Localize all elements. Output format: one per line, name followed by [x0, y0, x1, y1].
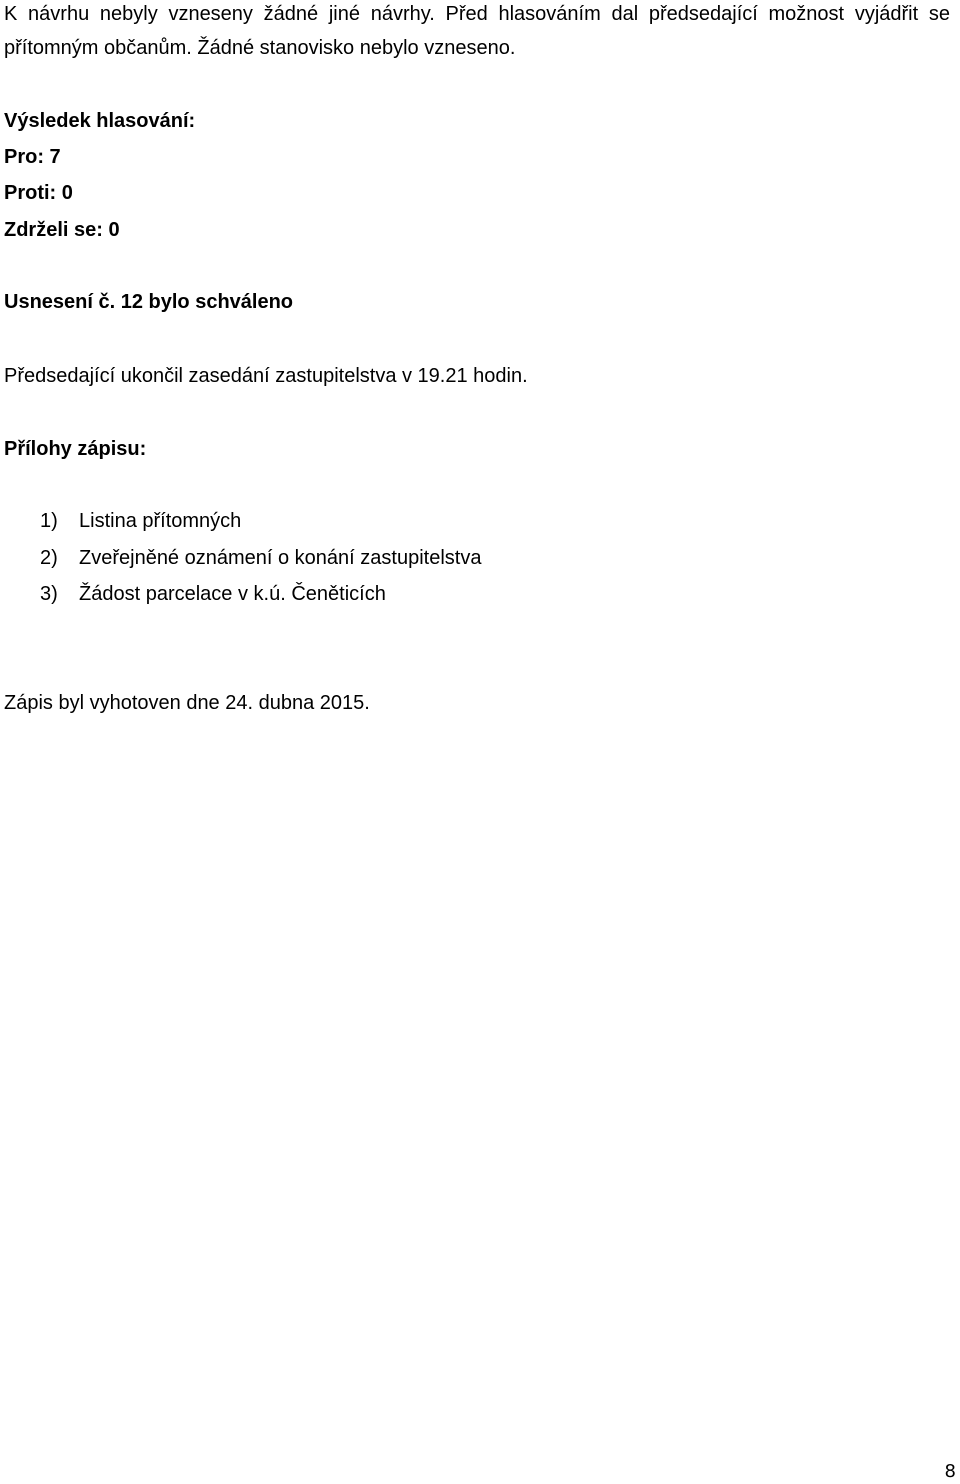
attachment-item [40, 546, 481, 570]
closing-statement: Předsedající ukončil zasedání zastupitelstva v 19.21 hodin. [4, 365, 528, 387]
attachment-item [40, 509, 241, 533]
attachments-heading: Přílohy zápisu: [4, 438, 147, 460]
attachment-item [40, 582, 386, 606]
intro-line-1: K návrhu nebyly vzneseny žádné jiné návrhy. Před hlasováním dal předsedající možnost vyjádřit se [4, 3, 950, 25]
vote-proti: Proti: 0 [4, 182, 73, 204]
attachment-text: Listina přítomných [79, 510, 242, 532]
intro-line-2: přítomným občanům. Žádné stanovisko nebylo vzneseno. [4, 37, 516, 59]
page-number: 8 [944, 1461, 956, 1482]
attachment-number: 1) [40, 510, 58, 532]
vote-abstain: Zdrželi se: 0 [4, 219, 120, 241]
attachment-number: 2) [40, 547, 58, 569]
document-date: Zápis byl vyhotoven dne 24. dubna 2015. [4, 692, 370, 714]
vote-pro: Pro: 7 [4, 146, 61, 168]
vote-heading: Výsledek hlasování: [4, 110, 196, 132]
attachment-number: 3) [40, 583, 58, 605]
resolution-statement: Usnesení č. 12 bylo schváleno [4, 291, 294, 313]
attachment-text: Zveřejněné oznámení o konání zastupitelstva [79, 547, 482, 569]
attachment-text: Žádost parcelace v k.ú. Čeněticích [79, 583, 386, 605]
